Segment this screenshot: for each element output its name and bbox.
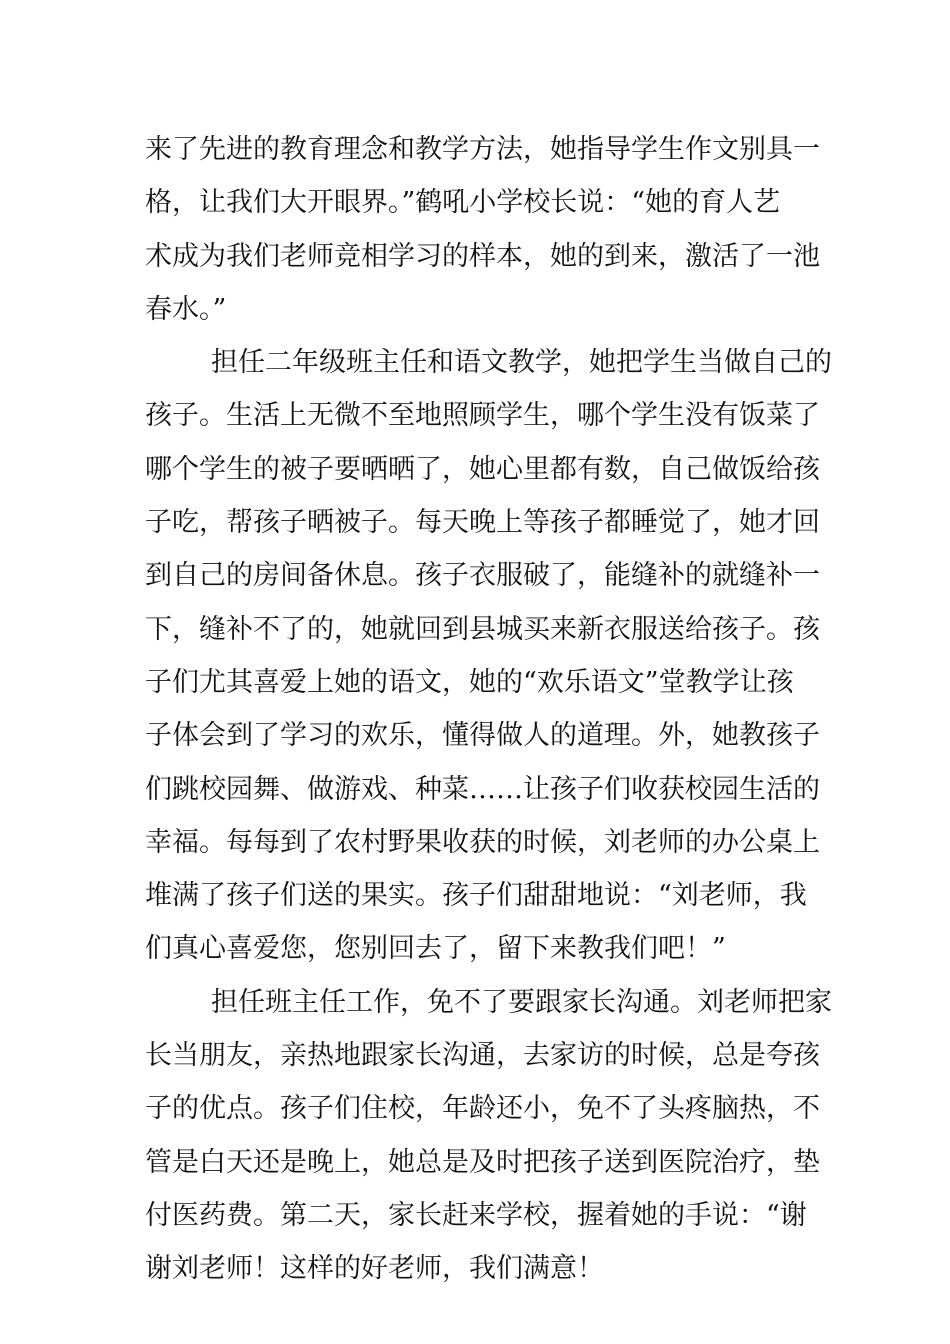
paragraph-first-line: 担任二年级班主任和语文教学，她把学生当做自己的 <box>211 347 832 379</box>
text-line: 管是白天还是晚上，她总是及时把孩子送到医院治疗，垫 <box>145 1146 820 1178</box>
text-line: 子吃，帮孩子晒被子。每天晚上等孩子都睡觉了，她才回 <box>145 507 820 539</box>
text-line: 幸福。每每到了农村野果收获的时候，刘老师的办公桌上 <box>145 826 820 858</box>
paragraph-first-line: 担任班主任工作，免不了要跟家长沟通。刘老师把家 <box>211 986 832 1018</box>
text-line: 子体会到了学习的欢乐，懂得做人的道理。外，她教孩子 <box>145 720 820 752</box>
text-line: 格，让我们大开眼界。”鹤吼小学校长说：“她的育人艺 <box>145 187 781 219</box>
text-line: 来了先进的教育理念和教学方法，她指导学生作文别具一 <box>145 134 820 165</box>
text-line: 堆满了孩子们送的果实。孩子们甜甜地说：“刘老师，我 <box>145 880 807 912</box>
text-line: 哪个学生的被子要晒晒了，她心里都有数，自己做饭给孩 <box>145 453 820 485</box>
body-text <box>145 123 832 1296</box>
text-line: 到自己的房间备休息。孩子衣服破了，能缝补的就缝补一 <box>145 560 820 592</box>
text-line: 谢刘老师！这样的好老师，我们满意！ <box>145 1253 604 1285</box>
text-line: 子们尤其喜爱上她的语文，她的“欢乐语文”堂教学让孩 <box>145 666 794 698</box>
text-line: 孩子。生活上无微不至地照顾学生，哪个学生没有饭菜了 <box>145 400 820 432</box>
text-line: 们真心喜爱您，您别回去了，留下来教我们吧！” <box>145 933 726 965</box>
text-line: 春水。” <box>145 293 227 325</box>
text-line: 术成为我们老师竞相学习的样本，她的到来，激活了一池 <box>145 240 820 272</box>
text-line: 长当朋友，亲热地跟家长沟通，去家访的时候，总是夸孩 <box>145 1040 820 1072</box>
text-line: 子的优点。孩子们住校，年龄还小，免不了头疼脑热，不 <box>145 1093 820 1125</box>
text-line: 付医药费。第二天，家长赶来学校，握着她的手说：“谢 <box>145 1199 807 1231</box>
text-line: 们跳校园舞、做游戏、种菜……让孩子们收获校园生活的 <box>145 773 820 805</box>
text-line: 下，缝补不了的，她就回到县城买来新衣服送给孩子。孩 <box>145 613 820 645</box>
